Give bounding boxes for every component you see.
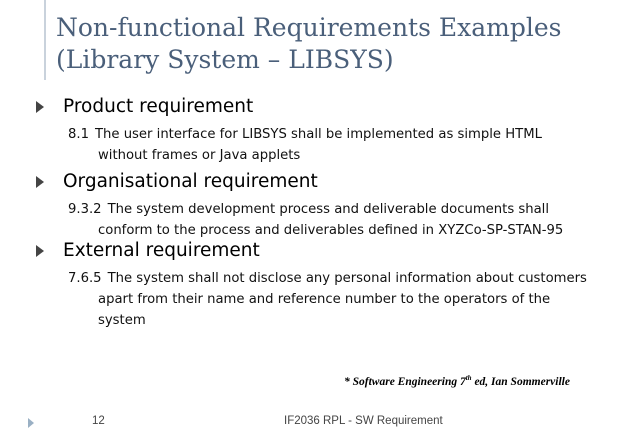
slide-title: [56, 12, 626, 76]
page-number: 12: [92, 415, 105, 427]
slide-title-line-2: (Library System – LIBSYS): [56, 45, 394, 74]
source-citation: [344, 374, 570, 388]
footer-triangle-icon: [28, 418, 34, 428]
footer-course-label: IF2036 RPL - SW Requirement: [284, 415, 443, 427]
title-accent-rule: [44, 0, 46, 80]
requirement-number: 9.3.2: [68, 202, 102, 217]
requirement-text: The system shall not disclose any personal information about customers: [107, 271, 587, 286]
bullet-triangle-icon: [36, 245, 44, 257]
bullet-triangle-icon: [36, 101, 44, 113]
slide-title-line-1: Non-functional Requirements Examples: [56, 13, 562, 42]
requirement-text: conform to the process and deliverables defined in XYZCo-SP-STAN-95: [98, 223, 564, 238]
citation-suffix: ed, Ian Sommerville: [471, 375, 570, 388]
requirement-text: The user interface for LIBSYS shall be implemented as simple HTML: [94, 127, 542, 142]
requirement-number: 8.1: [68, 127, 89, 142]
section-heading-external: External requirement: [63, 240, 260, 261]
requirement-text: apart from their name and reference number to the operators of the: [98, 292, 551, 307]
section-heading-product: Product requirement: [63, 96, 254, 117]
requirement-item-7-6-5: [68, 268, 608, 331]
section-heading-organisational: Organisational requirement: [63, 171, 318, 192]
citation-superscript: th: [465, 374, 472, 382]
requirement-text: without frames or Java applets: [98, 148, 301, 163]
requirement-number: 7.6.5: [68, 271, 102, 286]
requirement-item-9-3-2: [68, 199, 608, 241]
requirement-item-8-1: [68, 124, 608, 166]
requirement-text: system: [98, 313, 146, 328]
bullet-triangle-icon: [36, 176, 44, 188]
citation-prefix: * Software Engineering 7: [344, 375, 466, 388]
requirement-text: The system development process and deliverable documents shall: [107, 202, 550, 217]
